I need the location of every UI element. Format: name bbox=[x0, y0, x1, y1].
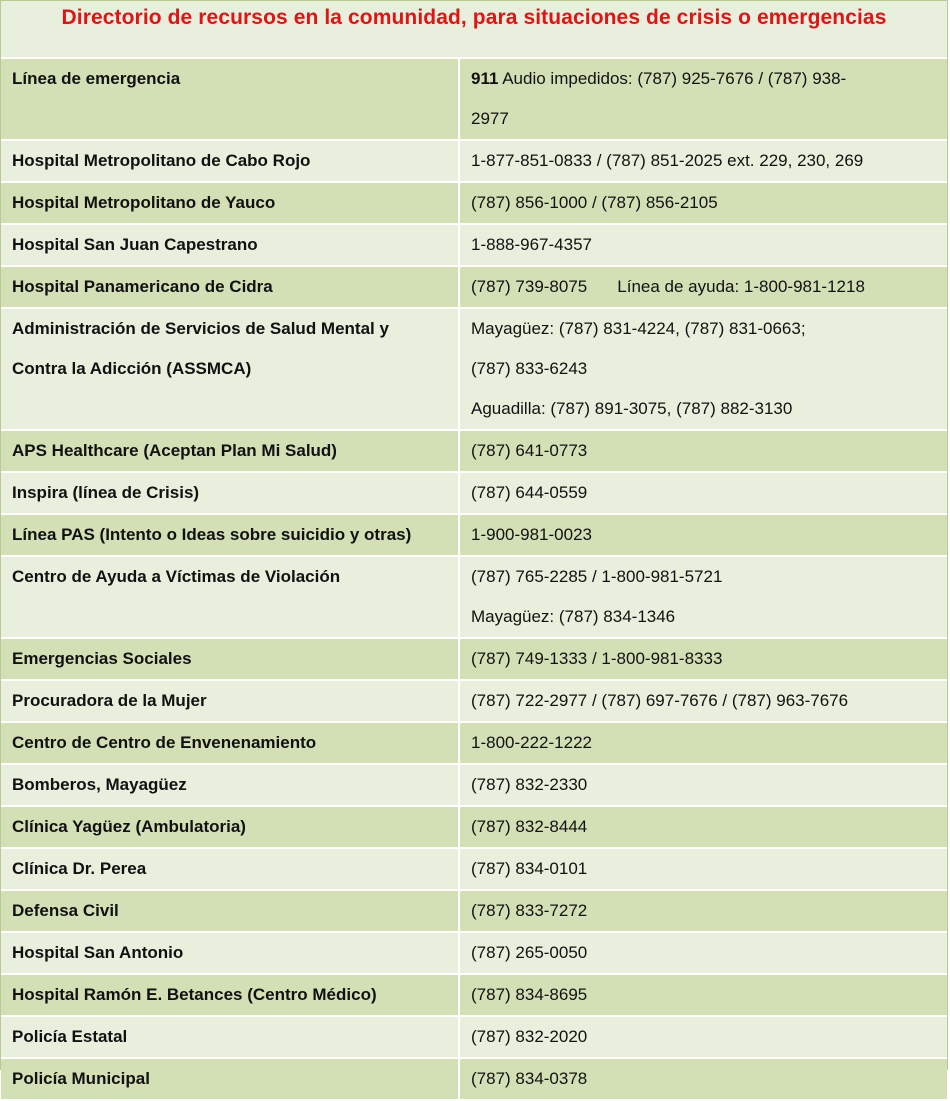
resource-name-cell bbox=[1, 514, 459, 556]
resource-name: Policía Estatal bbox=[12, 1027, 128, 1046]
resource-name: Bomberos, Mayagüez bbox=[12, 775, 187, 794]
contact-line: (787) 833-7272 bbox=[471, 901, 588, 920]
resource-name-cell bbox=[1, 638, 459, 680]
resource-name-cell bbox=[1, 472, 459, 514]
contact-line: 1-888-967-4357 bbox=[471, 235, 592, 254]
contact-line: (787) 832-2330 bbox=[471, 775, 588, 794]
contact-line: 2977 bbox=[471, 109, 509, 128]
table-row bbox=[1, 556, 947, 638]
resource-name-cell bbox=[1, 224, 459, 266]
emergency-number: 911 bbox=[471, 69, 499, 88]
table-row bbox=[1, 472, 947, 514]
resource-name-cell bbox=[1, 680, 459, 722]
contact-line: Mayagüez: (787) 834-1346 bbox=[471, 607, 676, 626]
resource-name: Hospital San Antonio bbox=[12, 943, 184, 962]
resource-name: Línea PAS (Intento o Ideas sobre suicidio y otras) bbox=[12, 525, 412, 544]
contact-line: (787) 834-0101 bbox=[471, 859, 588, 878]
table-row bbox=[1, 722, 947, 764]
resource-name-cell bbox=[1, 722, 459, 764]
resource-name: Administración de Servicios de Salud Mental y bbox=[12, 319, 389, 338]
resource-name-cell bbox=[1, 974, 459, 1016]
resource-name-cell bbox=[1, 932, 459, 974]
resource-contact-cell bbox=[459, 890, 947, 932]
table-row bbox=[1, 974, 947, 1016]
resource-name: Hospital Metropolitano de Yauco bbox=[12, 193, 276, 212]
resource-contact-cell bbox=[459, 430, 947, 472]
resource-name: Emergencias Sociales bbox=[12, 649, 192, 668]
resource-name: Inspira (línea de Crisis) bbox=[12, 483, 200, 502]
table-row bbox=[1, 308, 947, 430]
table-row bbox=[1, 182, 947, 224]
table-row bbox=[1, 848, 947, 890]
resource-contact-cell bbox=[459, 472, 947, 514]
resource-contact-cell bbox=[459, 308, 947, 430]
resource-name: Contra la Adicción (ASSMCA) bbox=[12, 359, 252, 378]
resource-name: Policía Municipal bbox=[12, 1069, 150, 1088]
resource-contact-cell bbox=[459, 224, 947, 266]
resource-contact-cell bbox=[459, 59, 947, 140]
contact-line: 1-877-851-0833 / (787) 851-2025 ext. 229, 230, 269 bbox=[471, 151, 864, 170]
contact-line: (787) 722-2977 / (787) 697-7676 / (787) 963-7676 bbox=[471, 691, 849, 710]
resource-name-cell bbox=[1, 308, 459, 430]
table-row bbox=[1, 224, 947, 266]
resource-contact-cell bbox=[459, 182, 947, 224]
resource-name: Centro de Ayuda a Víctimas de Violación bbox=[12, 567, 341, 586]
resource-contact-cell bbox=[459, 932, 947, 974]
resource-name-cell bbox=[1, 764, 459, 806]
resource-contact-cell bbox=[459, 974, 947, 1016]
resource-name: Centro de Centro de Envenenamiento bbox=[12, 733, 317, 752]
contact-line: 1-800-222-1222 bbox=[471, 733, 592, 752]
resource-name-cell bbox=[1, 1058, 459, 1100]
resource-contact-cell bbox=[459, 1016, 947, 1058]
resource-name-cell bbox=[1, 806, 459, 848]
table-row bbox=[1, 638, 947, 680]
resource-name: Procuradora de la Mujer bbox=[12, 691, 207, 710]
resource-contact-cell bbox=[459, 764, 947, 806]
resource-contact-cell bbox=[459, 680, 947, 722]
resource-name-cell bbox=[1, 430, 459, 472]
resource-name: APS Healthcare (Aceptan Plan Mi Salud) bbox=[12, 441, 337, 460]
resource-contact-cell bbox=[459, 722, 947, 764]
table-row bbox=[1, 890, 947, 932]
resource-contact-cell bbox=[459, 806, 947, 848]
table-row bbox=[1, 514, 947, 556]
contact-line: (787) 644-0559 bbox=[471, 483, 588, 502]
contact-line: (787) 749-1333 / 1-800-981-8333 bbox=[471, 649, 723, 668]
contact-line: (787) 265-0050 bbox=[471, 943, 588, 962]
resource-contact-cell bbox=[459, 266, 947, 308]
resource-name-cell bbox=[1, 59, 459, 140]
table-row bbox=[1, 806, 947, 848]
contact-line: (787) 832-8444 bbox=[471, 817, 588, 836]
contact-line: (787) 641-0773 bbox=[471, 441, 588, 460]
contact-line: (787) 832-2020 bbox=[471, 1027, 588, 1046]
resource-name-cell bbox=[1, 182, 459, 224]
contact-line: (787) 739-8075 Línea de ayuda: 1-800-981-1218 bbox=[471, 277, 865, 296]
contact-line: (787) 856-1000 / (787) 856-2105 bbox=[471, 193, 718, 212]
table-row bbox=[1, 140, 947, 182]
resource-name: Hospital Metropolitano de Cabo Rojo bbox=[12, 151, 311, 170]
resource-name: Clínica Dr. Perea bbox=[12, 859, 147, 878]
table-row bbox=[1, 764, 947, 806]
table-row bbox=[1, 59, 947, 140]
contact-line: Mayagüez: (787) 831-4224, (787) 831-0663; bbox=[471, 319, 806, 338]
directory-table bbox=[1, 59, 947, 1101]
resource-contact-cell bbox=[459, 556, 947, 638]
table-row bbox=[1, 932, 947, 974]
resource-name-cell bbox=[1, 266, 459, 308]
contact-line: (787) 834-0378 bbox=[471, 1069, 588, 1088]
resource-name: Línea de emergencia bbox=[12, 69, 181, 88]
resource-contact-cell bbox=[459, 638, 947, 680]
title-row bbox=[1, 1, 947, 59]
resource-name: Hospital Panamericano de Cidra bbox=[12, 277, 273, 296]
contact-line: 911 Audio impedidos: (787) 925-7676 / (787) 938- bbox=[471, 69, 847, 88]
contact-line: Aguadilla: (787) 891-3075, (787) 882-3130 bbox=[471, 399, 793, 418]
resource-contact-cell bbox=[459, 1058, 947, 1100]
contact-line: (787) 765-2285 / 1-800-981-5721 bbox=[471, 567, 723, 586]
resource-name-cell bbox=[1, 556, 459, 638]
resource-name-cell bbox=[1, 848, 459, 890]
page-title: Directorio de recursos en la comunidad, para situaciones de crisis o emergencias bbox=[61, 6, 887, 29]
resource-name: Hospital San Juan Capestrano bbox=[12, 235, 258, 254]
help-line: Línea de ayuda: 1-800-981-1218 bbox=[617, 277, 865, 296]
table-row bbox=[1, 1058, 947, 1100]
table-row bbox=[1, 266, 947, 308]
resource-contact-cell bbox=[459, 140, 947, 182]
contact-line: (787) 834-8695 bbox=[471, 985, 588, 1004]
resource-name: Defensa Civil bbox=[12, 901, 119, 920]
table-row bbox=[1, 1016, 947, 1058]
resource-contact-cell bbox=[459, 848, 947, 890]
directory-rows bbox=[1, 59, 947, 1100]
contact-line: 1-900-981-0023 bbox=[471, 525, 592, 544]
resource-name: Hospital Ramón E. Betances (Centro Médico) bbox=[12, 985, 377, 1004]
resource-name-cell bbox=[1, 140, 459, 182]
resource-name: Clínica Yagüez (Ambulatoria) bbox=[12, 817, 246, 836]
table-row bbox=[1, 430, 947, 472]
resource-contact-cell bbox=[459, 514, 947, 556]
resource-name-cell bbox=[1, 890, 459, 932]
resource-name-cell bbox=[1, 1016, 459, 1058]
table-row bbox=[1, 680, 947, 722]
contact-line: (787) 833-6243 bbox=[471, 359, 588, 378]
